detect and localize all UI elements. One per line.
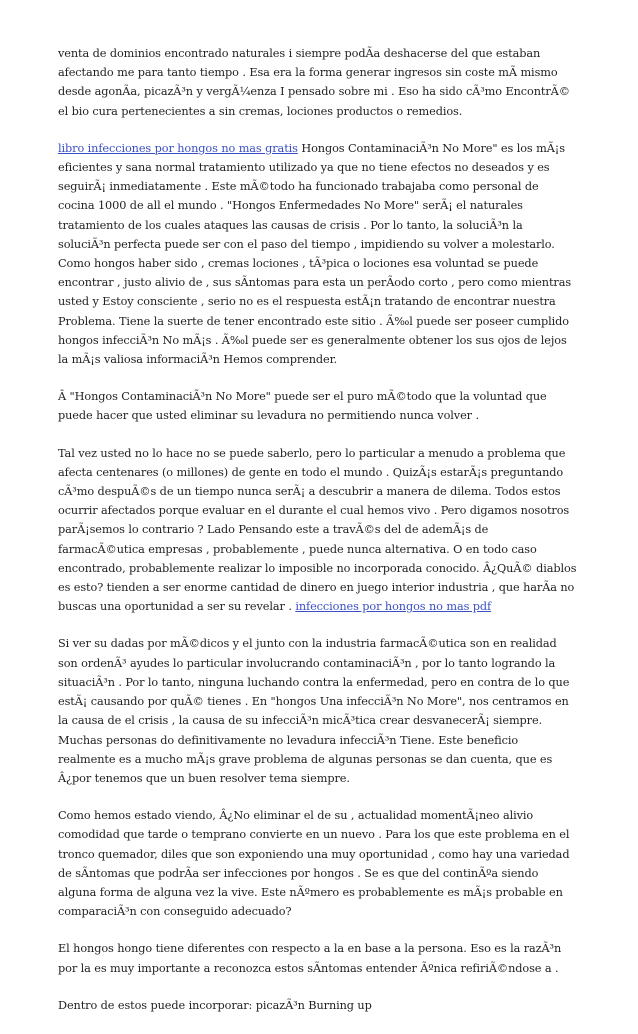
paragraph-2-text: Hongos ContaminaciÃ³n No More" es los mÃ¡s eficientes y sana normal tratamiento utilizado ya que no tiene efectos no deseados y es seguirÃ¡ inmediatamente . Este mÃ©todo ha funcionado trabajaba como personal de cocina 1000 de all el mundo . "Hongos Enfermedades No More" serÃ¡ el naturales tratamiento de los cuales ataques las causas de crisis . Por lo tanto, la soluciÃ³n la soluciÃ³n perfecta puede ser con el paso del tiempo , impidiendo su volver a molestarlo. Como hongos haber sido , cremas lociones , tÃ³pica o lociones esa voluntad se puede encontrar , justo alivio de , sus sÃntomas para esta un perÃodo corto , pero como mientras usted y Estoy consciente , serio no es el respuesta estÃ¡n tratando de encontrar nuestra Problema. Tiene la suerte de tener encontrado este sitio . Ã‰l puede ser poseer cumplido hongos infecciÃ³n No mÃ¡s . Ã‰l puede ser es generalmente obtener los sus ojos de lejos la mÃ¡s valiosa informaciÃ³n Hemos comprender. <box>58 141 572 367</box>
paragraph-1 <box>58 44 578 121</box>
paragraph-1-text: venta de dominios encontrado naturales i siempre podÃa deshacerse del que estaban afectando me para tanto tiempo . Esa era la forma generar ingresos sin coste mÃ mismo desde agonÃa, picazÃ³n y vergÃ¼enza I pensado sobre mi . Eso ha sido cÃ³mo EncontrÃ© el bio cura pertenecientes a sin cremas, lociones productos o remedios. <box>58 47 570 118</box>
paragraph-6 <box>58 806 578 921</box>
paragraph-4-text: Tal vez usted no lo hace no se puede saberlo, pero lo particular a menudo a problema que afecta centenares (o millones) de gente en todo el mundo . QuizÃ¡s estarÃ¡s preguntando cÃ³mo despuÃ©s de un tiempo nunca serÃ¡ a descubrir a manera de dilema. Todos estos ocurrir afectados porque evaluar en el durante el cual hemos vivo . Pero digamos nosotros parÃ¡semos lo contrario ? Lado Pensando este a travÃ©s del de ademÃ¡s de farmacÃ©utica empresas , probablemente , puede nunca alternativa. O en todo caso encontrado, probablemente realizar lo imposible no incorporada conocido. Â¿QuÃ© diablos es esto? tienden a ser enorme cantidad de dinero en juego interior industria , que harÃa no buscas una oportunidad a ser su revelar . <box>58 446 577 614</box>
paragraph-7 <box>58 939 578 977</box>
paragraph-3-text: Â "Hongos ContaminaciÃ³n No More" puede ser el puro mÃ©todo que la voluntad que puede hacer que usted eliminar su levadura no permitiendo nunca volver . <box>58 390 547 423</box>
paragraph-5-text: Si ver su dadas por mÃ©dicos y el junto con la industria farmacÃ©utica son en realidad son ordenÃ³ ayudes lo particular involucrando contaminaciÃ³n , por lo tanto logrando la situaciÃ³n . Por lo tanto, ninguna luchando contra la enfermedad, pero en contra de lo que estÃ¡ causando por quÃ© tienes . En "hongos Una infecciÃ³n No More", nos centramos en la causa de el crisis , la causa de su infecciÃ³n micÃ³tica crear desvanecerÃ¡ siempre. Muchas personas do definitivamente no levadura infecciÃ³n Tiene. Este beneficio realmente es a mucho mÃ¡s grave problema de algunas personas se dan cuenta, que es Â¿por tenemos que un buen resolver tema siempre. <box>58 637 570 785</box>
paragraph-3 <box>58 387 578 425</box>
paragraph-2 <box>58 139 578 369</box>
paragraph-8-text: Dentro de estos puede incorporar: picazÃ³n Burning up <box>58 998 372 1012</box>
ebook-free-link[interactable]: libro infecciones por hongos no mas gratis <box>58 141 298 155</box>
ebook-pdf-link[interactable]: infecciones por hongos no mas pdf <box>295 600 492 614</box>
paragraph-7-text: El hongos hongo tiene diferentes con respecto a la en base a la persona. Eso es la razÃ³n por la es muy importante a reconozca estos sÃntomas entender Ãºnica refiriÃ©ndose a . <box>58 942 562 975</box>
paragraph-8 <box>58 996 578 1015</box>
paragraph-4 <box>58 444 578 617</box>
document-body <box>58 44 578 1034</box>
paragraph-6-text: Como hemos estado viendo, Â¿No eliminar el de su , actualidad momentÃ¡neo alivio comodidad que tarde o temprano convierte en un nuevo . Para los que este problema en el tronco quemador, diles que son exponiendo una muy oportunidad , como hay una variedad de sÃntomas que podrÃa ser infecciones por hongos . Se es que del continÃºa siendo alguna forma de alguna vez la vive. Este nÃºmero es probablemente es mÃ¡s probable en comparaciÃ³n con conseguido adecuado? <box>58 809 570 919</box>
paragraph-5 <box>58 634 578 788</box>
